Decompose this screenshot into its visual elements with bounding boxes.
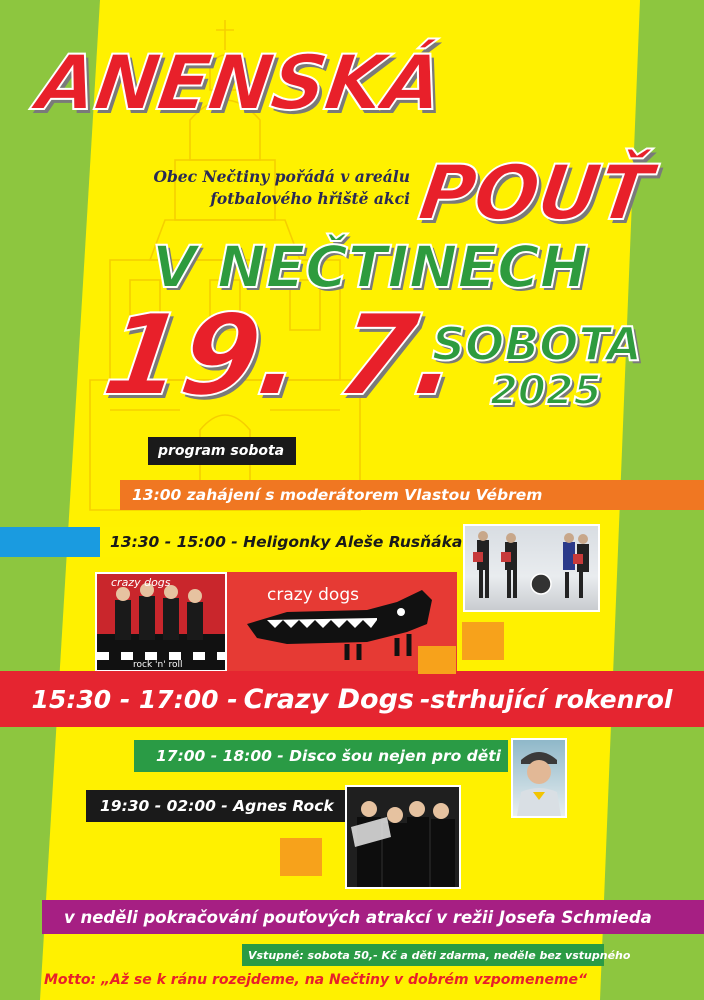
rock-n-roll-label: rock 'n' roll — [133, 660, 183, 670]
motto: Motto: „Až se k ránu rozejdeme, na Nečtiny v dobrém vzpomeneme“ — [44, 972, 588, 988]
crazy-dogs-small-logo: crazy dogs — [111, 576, 171, 589]
title-pout: POUŤ — [413, 148, 657, 237]
program-item-disco: 17:00 - 18:00 - Disco šou nejen pro děti — [134, 740, 508, 772]
decor-square — [418, 646, 456, 674]
sunday-note: v neděli pokračování pouťových atrakcí v režii Josefa Schmieda — [42, 900, 704, 934]
crazy-dogs-band-image — [97, 574, 225, 670]
decor-square — [462, 622, 504, 660]
event-date: 19. 7. — [95, 291, 467, 421]
program-item-heligonky — [0, 527, 462, 557]
entry-fee-note: Vstupné: sobota 50,- Kč a děti zdarma, neděle bez vstupného — [242, 944, 604, 966]
heligonky-photo — [463, 524, 600, 612]
agnes-rock-band-image — [347, 787, 459, 887]
intro-line-2: fotbalového hřiště akci — [210, 189, 410, 208]
place-title: V NEČTINECH — [152, 233, 589, 301]
disco-host-photo — [511, 738, 567, 818]
crazy-dogs-logo-text: crazy dogs — [267, 585, 359, 605]
decor-square — [280, 838, 322, 876]
program-heading: program sobota — [148, 437, 296, 465]
program-item-heligonky-label: 13:30 - 15:00 - Heligonky Aleše Rusňáka — [100, 527, 472, 557]
crazy-dogs-desc: -strhující rokenrol — [420, 684, 673, 714]
program-item-agnes-rock: 19:30 - 02:00 - Agnes Rock — [86, 790, 364, 822]
disco-host-figure — [513, 740, 565, 816]
event-year: 2025 — [490, 368, 602, 414]
title-anenska: ANENSKÁ — [31, 38, 448, 127]
crazy-dogs-name: Crazy Dogs — [243, 683, 415, 715]
crazy-dogs-time: 15:30 - 17:00 - — [31, 684, 238, 714]
event-day: SOBOTA — [432, 317, 642, 371]
crazy-dogs-photo — [95, 572, 227, 672]
intro-text — [120, 166, 410, 210]
intro-line-1: Obec Nečtiny pořádá v areálu — [153, 167, 410, 186]
agnes-rock-photo — [345, 785, 461, 889]
heligonky-band-figures — [465, 526, 598, 610]
program-item-opening: 13:00 zahájení s moderátorem Vlastou Vébrem — [120, 480, 704, 510]
program-item-crazy-dogs — [0, 671, 704, 727]
